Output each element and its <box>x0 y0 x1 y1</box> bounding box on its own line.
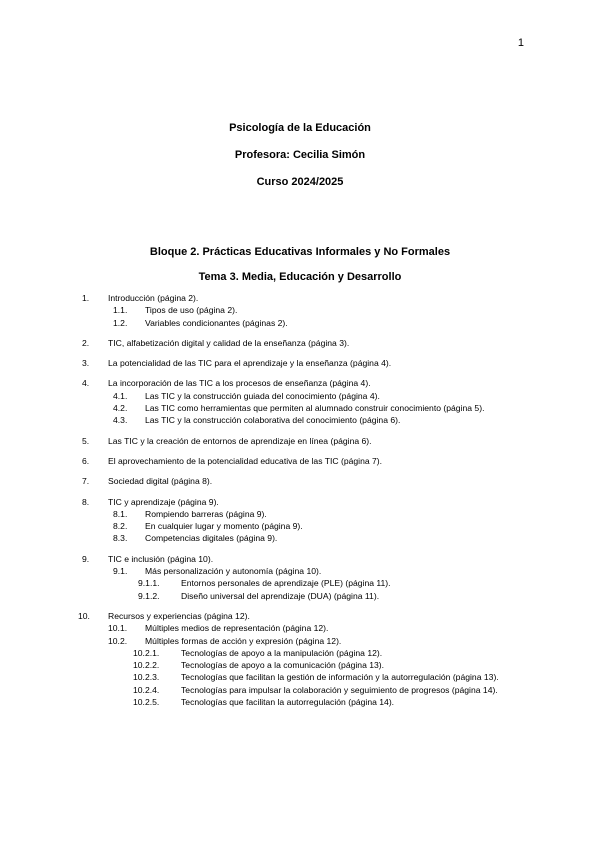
toc-text: Introducción (página 2). <box>108 293 199 303</box>
toc-number: 8. <box>82 496 90 507</box>
toc-number: 4.2. <box>113 403 128 414</box>
toc-number: 10.2.5. <box>133 697 160 708</box>
toc-number: 2. <box>82 337 90 348</box>
toc-text: Tecnologías que facilitan la autorregulación (página 14). <box>181 697 395 708</box>
toc-number: 9.1.1. <box>138 578 160 589</box>
toc-text: TIC y aprendizaje (página 9). <box>108 496 219 507</box>
toc-text: Competencias digitales (página 9). <box>145 533 278 544</box>
toc-number: 10.2.3. <box>133 672 160 683</box>
toc-text: Rompiendo barreras (página 9). <box>145 508 267 519</box>
toc-text: Tecnologías que facilitan la gestión de información y la autorregulación (página 13). <box>181 672 499 683</box>
professor-name: Profesora: Cecilia Simón <box>234 149 366 161</box>
toc-number: 8.2. <box>113 521 128 532</box>
toc-number: 10.2.1. <box>133 647 160 658</box>
toc-item-9 <box>0 553 600 602</box>
toc-text: Tecnologías para impulsar la colaboración y seguimiento de progresos (página 14). <box>181 684 498 695</box>
toc-text: Tecnologías de apoyo a la comunicación (página 13). <box>181 660 385 671</box>
toc-number: 3. <box>82 358 90 369</box>
toc-text: Las TIC y la construcción colaborativa del conocimiento (página 6). <box>145 415 401 426</box>
toc-number: 1. <box>82 293 90 303</box>
page-number: 1 <box>517 37 524 49</box>
toc-text: Tecnologías de apoyo a la manipulación (página 12). <box>181 647 383 658</box>
toc-number: 6. <box>82 455 90 466</box>
toc-text: Tipos de uso (página 2). <box>145 305 238 316</box>
document-header <box>0 120 600 201</box>
toc-number: 10.1. <box>108 623 128 634</box>
toc-text: El aprovechamiento de la potencialidad educativa de las TIC (página 7). <box>108 455 383 466</box>
toc-number: 8.1. <box>113 508 128 519</box>
course-year: Curso 2024/2025 <box>256 176 344 188</box>
toc-item-7 <box>0 475 600 487</box>
toc-number: 9.1.2. <box>138 590 160 601</box>
toc-text: Diseño universal del aprendizaje (DUA) (página 11). <box>181 590 380 601</box>
toc-text: Múltiples medios de representación (página 12). <box>145 623 329 634</box>
toc-text: Múltiples formas de acción y expresión (página 12). <box>145 635 342 646</box>
toc-text: Recursos y experiencias (página 12). <box>108 610 250 621</box>
toc-text: TIC, alfabetización digital y calidad de la enseñanza (página 3). <box>108 337 350 348</box>
toc-text: TIC e inclusión (página 10). <box>108 553 214 564</box>
toc-number: 10.2.4. <box>133 684 160 695</box>
toc-number: 8.3. <box>113 533 128 544</box>
toc-text: En cualquier lugar y momento (página 9). <box>145 521 303 532</box>
toc-text: Variables condicionantes (páginas 2). <box>145 317 288 328</box>
table-of-contents <box>0 292 600 716</box>
toc-item-8 <box>0 496 600 545</box>
toc-number: 4. <box>82 378 90 389</box>
toc-number: 9. <box>82 553 90 564</box>
course-title: Psicología de la Educación <box>229 122 371 134</box>
toc-text: Sociedad digital (página 8). <box>108 476 213 487</box>
toc-text: La potencialidad de las TIC para el aprendizaje y la enseñanza (página 4). <box>108 358 392 369</box>
toc-text: La incorporación de las TIC a los procesos de enseñanza (página 4). <box>108 378 371 389</box>
toc-item-4 <box>0 377 600 426</box>
toc-number: 1.1. <box>113 305 128 316</box>
toc-number: 7. <box>82 476 90 487</box>
toc-text: Las TIC y la construcción guiada del conocimiento (página 4). <box>145 390 380 401</box>
toc-number: 4.1. <box>113 390 128 401</box>
toc-item-5 <box>0 435 600 447</box>
toc-item-3 <box>0 357 600 369</box>
toc-item-2 <box>0 337 600 349</box>
toc-number: 10.2. <box>108 635 128 646</box>
toc-item-10 <box>0 610 600 708</box>
toc-item-6 <box>0 455 600 467</box>
toc-number: 10.2.2. <box>133 660 160 671</box>
toc-number: 10. <box>78 610 90 621</box>
toc-text: Las TIC y la creación de entornos de aprendizaje en línea (página 6). <box>108 435 372 446</box>
toc-text: Las TIC como herramientas que permiten al alumnado construir conocimiento (página 5). <box>145 403 485 414</box>
section-titles <box>0 244 600 294</box>
block-title: Bloque 2. Prácticas Educativas Informales y No Formales <box>149 246 451 258</box>
toc-number: 9.1. <box>113 566 128 577</box>
toc-text: Entornos personales de aprendizaje (PLE) (página 11). <box>181 578 391 589</box>
toc-number: 4.3. <box>113 415 128 426</box>
toc-text: Más personalización y autonomía (página 10). <box>145 566 322 577</box>
topic-title: Tema 3. Media, Educación y Desarrollo <box>198 271 402 283</box>
toc-item-1 <box>0 292 600 329</box>
toc-number: 1.2. <box>113 317 128 328</box>
toc-number: 5. <box>82 435 90 446</box>
